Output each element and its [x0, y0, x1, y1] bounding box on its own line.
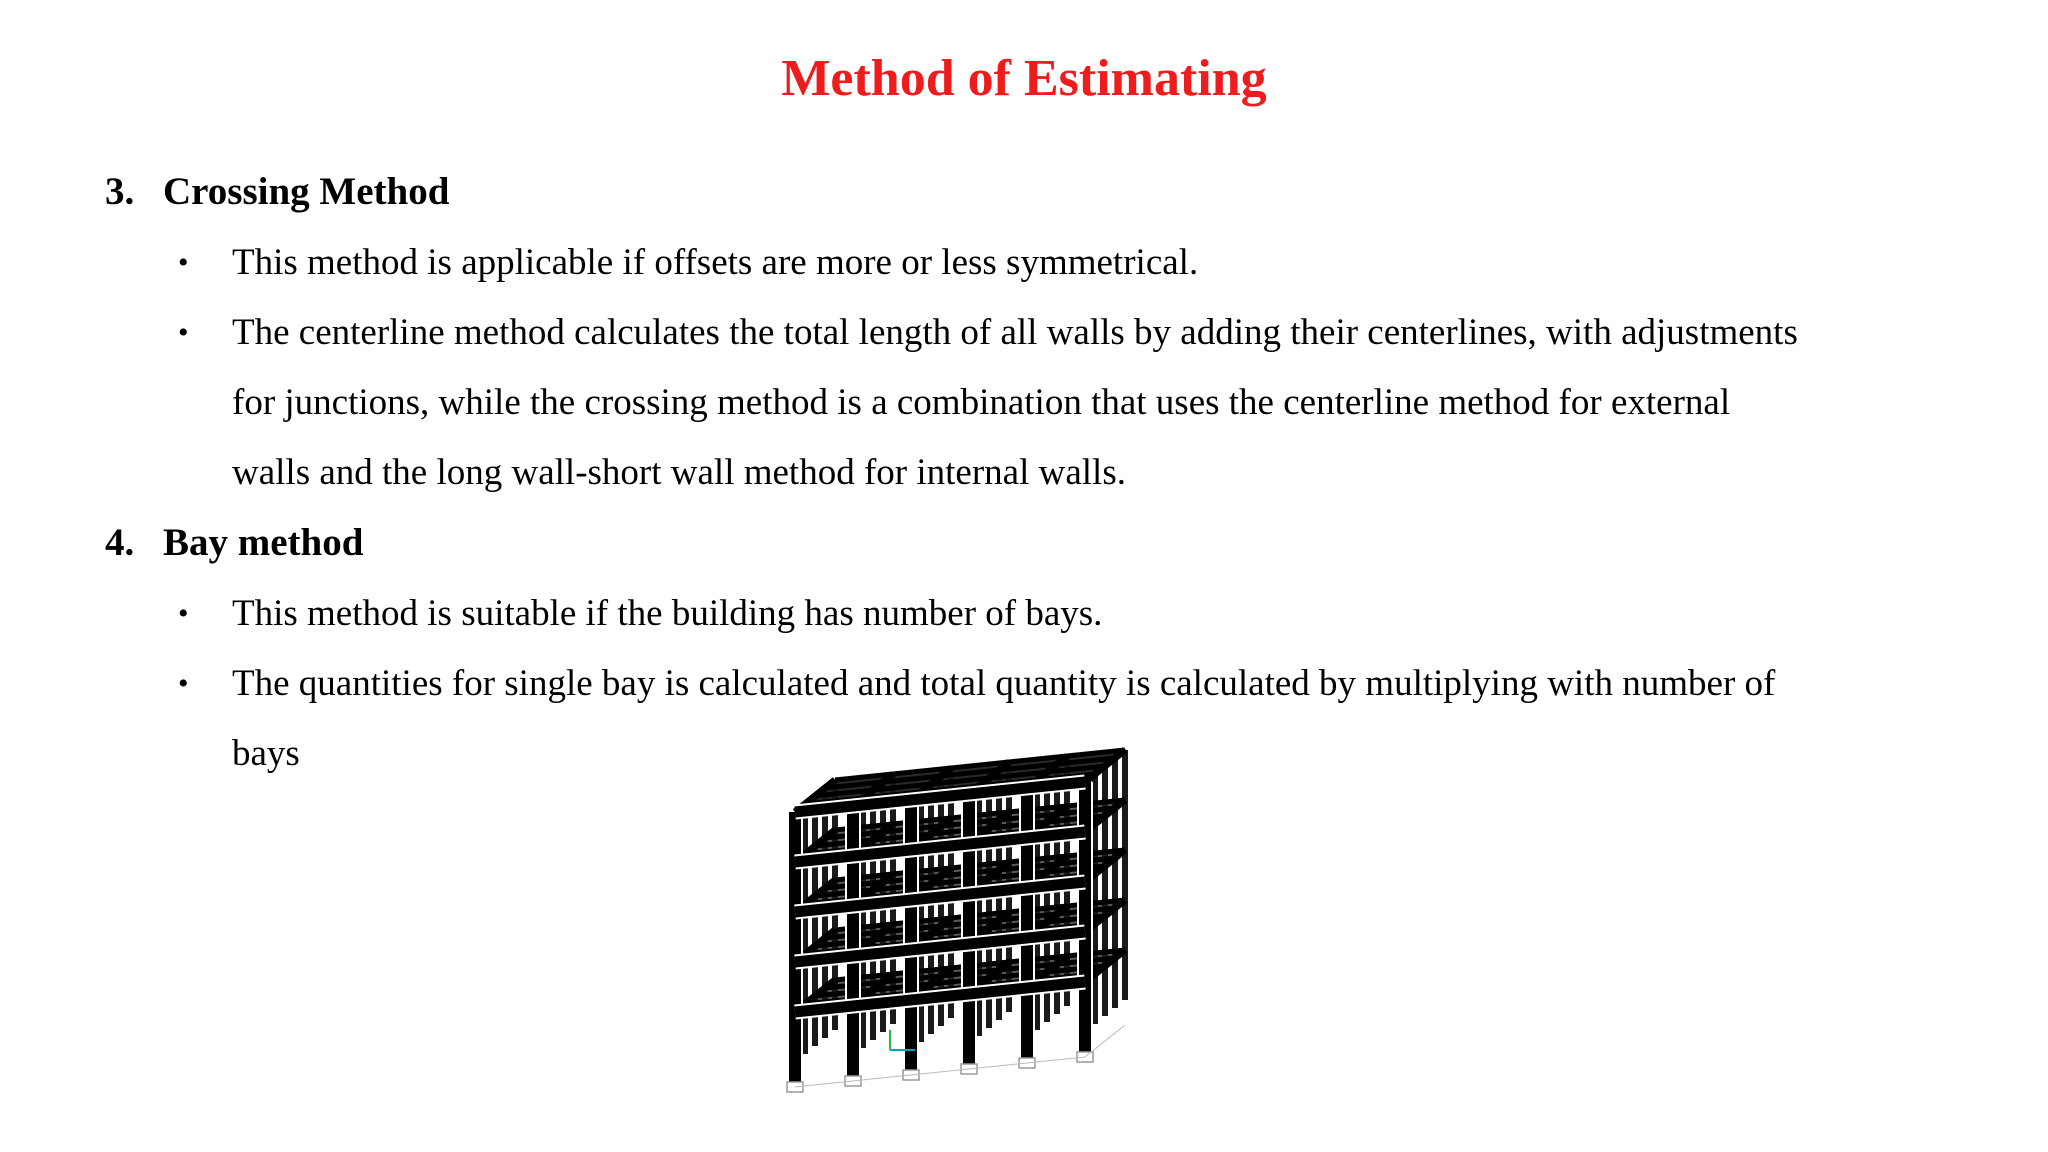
bullet-line: bays — [232, 733, 300, 774]
bullet-line: walls and the long wall-short wall method for internal walls. — [232, 452, 1126, 493]
bullet-line: The centerline method calculates the total length of all walls by adding their centerlines, with adjustments — [232, 312, 1798, 353]
slide-title: Method of Estimating — [781, 50, 1267, 107]
building-frame-icon — [740, 722, 1200, 1122]
bullet-text — [232, 298, 2048, 508]
bullet-line: for junctions, while the crossing method is a combination that uses the centerline method for external — [232, 382, 1731, 423]
ground-line — [795, 1057, 1085, 1087]
bullet-line: This method is suitable if the building has number of bays. — [232, 593, 1103, 634]
bullet-icon: • — [178, 246, 189, 279]
bullet-icon: • — [178, 316, 189, 349]
section-title: Bay method — [163, 521, 364, 564]
bullet-icon: • — [178, 597, 189, 630]
building-frame-3d-illustration — [740, 722, 1200, 1122]
section-number: 3. — [105, 170, 135, 213]
section-number: 4. — [105, 521, 135, 564]
bullet-line: The quantities for single bay is calculated and total quantity is calculated by multiplying with number of — [232, 663, 1776, 704]
bullet-line: This method is applicable if offsets are more or less symmetrical. — [232, 242, 1199, 283]
section-heading-crossing-method — [105, 167, 449, 217]
bullet-text — [232, 228, 2048, 298]
section-title: Crossing Method — [163, 170, 450, 213]
section-heading-bay-method — [105, 518, 363, 568]
bullet-icon: • — [178, 667, 189, 700]
bullet-text — [232, 579, 2048, 649]
